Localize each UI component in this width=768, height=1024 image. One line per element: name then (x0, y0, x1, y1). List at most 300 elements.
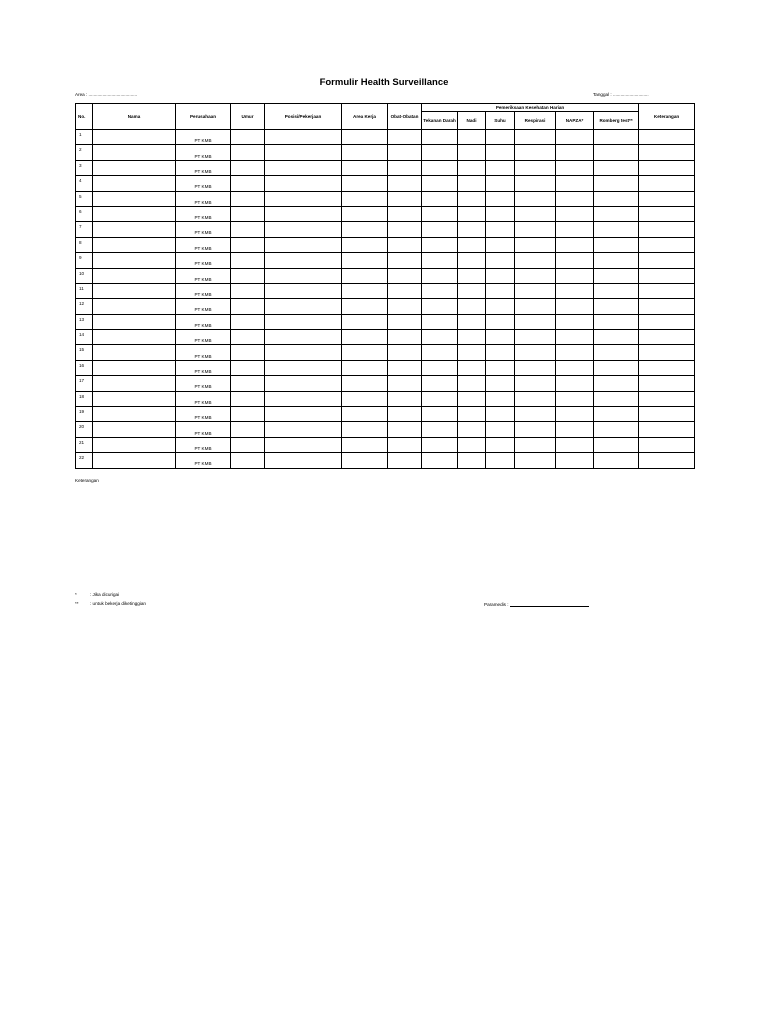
entry-cell[interactable] (422, 437, 458, 452)
entry-cell[interactable] (458, 299, 486, 314)
entry-cell[interactable] (639, 130, 695, 145)
entry-cell[interactable] (388, 191, 422, 206)
entry-cell[interactable] (93, 206, 176, 221)
entry-cell[interactable] (422, 330, 458, 345)
entry-cell[interactable] (458, 160, 486, 175)
company-cell: PT KMB (176, 407, 231, 422)
entry-cell[interactable] (388, 330, 422, 345)
entry-cell[interactable] (422, 299, 458, 314)
entry-cell[interactable] (231, 360, 265, 375)
entry-cell[interactable] (458, 407, 486, 422)
entry-cell[interactable] (486, 253, 515, 268)
entry-cell[interactable] (639, 453, 695, 468)
table-row (76, 268, 695, 283)
row-number: 19 (76, 407, 93, 422)
entry-cell[interactable] (342, 222, 388, 237)
entry-cell[interactable] (342, 130, 388, 145)
header-group-pemeriksaan: Pemeriksaan Kesehatan Harian (422, 104, 639, 112)
entry-cell[interactable] (515, 391, 556, 406)
entry-cell[interactable] (458, 437, 486, 452)
entry-cell[interactable] (458, 206, 486, 221)
entry-cell[interactable] (388, 130, 422, 145)
entry-cell[interactable] (639, 145, 695, 160)
entry-cell[interactable] (458, 176, 486, 191)
table-row (76, 222, 695, 237)
entry-cell[interactable] (594, 345, 639, 360)
entry-cell[interactable] (231, 422, 265, 437)
entry-cell[interactable] (458, 360, 486, 375)
entry-cell[interactable] (231, 176, 265, 191)
entry-cell[interactable] (265, 391, 342, 406)
table-row (76, 345, 695, 360)
entry-cell[interactable] (458, 222, 486, 237)
entry-cell[interactable] (231, 299, 265, 314)
entry-cell[interactable] (342, 422, 388, 437)
entry-cell[interactable] (639, 407, 695, 422)
entry-cell[interactable] (265, 283, 342, 298)
entry-cell[interactable] (265, 376, 342, 391)
entry-cell[interactable] (639, 191, 695, 206)
entry-cell[interactable] (388, 176, 422, 191)
entry-cell[interactable] (639, 360, 695, 375)
entry-cell[interactable] (342, 253, 388, 268)
entry-cell[interactable] (342, 437, 388, 452)
entry-cell[interactable] (458, 237, 486, 252)
entry-cell[interactable] (231, 130, 265, 145)
entry-cell[interactable] (422, 253, 458, 268)
entry-cell[interactable] (231, 237, 265, 252)
entry-cell[interactable] (458, 268, 486, 283)
entry-cell[interactable] (265, 206, 342, 221)
entry-cell[interactable] (342, 330, 388, 345)
entry-cell[interactable] (515, 191, 556, 206)
entry-cell[interactable] (265, 268, 342, 283)
table-row (76, 176, 695, 191)
entry-cell[interactable] (486, 237, 515, 252)
entry-cell[interactable] (515, 407, 556, 422)
entry-cell[interactable] (422, 283, 458, 298)
entry-cell[interactable] (93, 345, 176, 360)
entry-cell[interactable] (556, 453, 594, 468)
entry-cell[interactable] (556, 360, 594, 375)
entry-cell[interactable] (422, 130, 458, 145)
entry-cell[interactable] (93, 422, 176, 437)
entry-cell[interactable] (388, 206, 422, 221)
entry-cell[interactable] (231, 437, 265, 452)
entry-cell[interactable] (388, 283, 422, 298)
entry-cell[interactable] (556, 191, 594, 206)
entry-cell[interactable] (388, 222, 422, 237)
entry-cell[interactable] (342, 191, 388, 206)
entry-cell[interactable] (515, 176, 556, 191)
entry-cell[interactable] (594, 407, 639, 422)
entry-cell[interactable] (93, 268, 176, 283)
entry-cell[interactable] (639, 299, 695, 314)
entry-cell[interactable] (265, 160, 342, 175)
entry-cell[interactable] (265, 330, 342, 345)
entry-cell[interactable] (594, 176, 639, 191)
entry-cell[interactable] (515, 145, 556, 160)
entry-cell[interactable] (265, 407, 342, 422)
entry-cell[interactable] (422, 191, 458, 206)
entry-cell[interactable] (388, 253, 422, 268)
entry-cell[interactable] (422, 453, 458, 468)
entry-cell[interactable] (486, 283, 515, 298)
entry-cell[interactable] (556, 268, 594, 283)
entry-cell[interactable] (515, 253, 556, 268)
entry-cell[interactable] (388, 160, 422, 175)
entry-cell[interactable] (556, 283, 594, 298)
entry-cell[interactable] (515, 330, 556, 345)
entry-cell[interactable] (458, 422, 486, 437)
entry-cell[interactable] (265, 237, 342, 252)
entry-cell[interactable] (93, 314, 176, 329)
table-row (76, 130, 695, 145)
entry-cell[interactable] (556, 160, 594, 175)
entry-cell[interactable] (265, 360, 342, 375)
entry-cell[interactable] (594, 453, 639, 468)
company-cell: PT KMB (176, 130, 231, 145)
entry-cell[interactable] (515, 437, 556, 452)
entry-cell[interactable] (342, 314, 388, 329)
entry-cell[interactable] (515, 160, 556, 175)
entry-cell[interactable] (458, 130, 486, 145)
entry-cell[interactable] (265, 453, 342, 468)
entry-cell[interactable] (486, 391, 515, 406)
entry-cell[interactable] (639, 253, 695, 268)
table-row (76, 299, 695, 314)
entry-cell[interactable] (422, 391, 458, 406)
entry-cell[interactable] (458, 330, 486, 345)
row-number: 22 (76, 453, 93, 468)
entry-cell[interactable] (515, 237, 556, 252)
entry-cell[interactable] (458, 314, 486, 329)
entry-cell[interactable] (515, 130, 556, 145)
entry-cell[interactable] (594, 268, 639, 283)
entry-cell[interactable] (342, 376, 388, 391)
entry-cell[interactable] (515, 422, 556, 437)
entry-cell[interactable] (231, 345, 265, 360)
entry-cell[interactable] (594, 206, 639, 221)
entry-cell[interactable] (231, 206, 265, 221)
entry-cell[interactable] (486, 206, 515, 221)
entry-cell[interactable] (93, 283, 176, 298)
company-cell: PT KMB (176, 268, 231, 283)
table-row (76, 437, 695, 452)
entry-cell[interactable] (556, 222, 594, 237)
paramedis-signature (484, 601, 589, 607)
entry-cell[interactable] (231, 145, 265, 160)
entry-cell[interactable] (594, 160, 639, 175)
entry-cell[interactable] (388, 407, 422, 422)
entry-cell[interactable] (639, 376, 695, 391)
entry-cell[interactable] (594, 330, 639, 345)
table-row (76, 314, 695, 329)
entry-cell[interactable] (388, 453, 422, 468)
entry-cell[interactable] (486, 130, 515, 145)
entry-cell[interactable] (422, 160, 458, 175)
entry-cell[interactable] (486, 191, 515, 206)
entry-cell[interactable] (342, 407, 388, 422)
entry-cell[interactable] (486, 330, 515, 345)
table-row (76, 253, 695, 268)
entry-cell[interactable] (639, 345, 695, 360)
company-cell: PT KMB (176, 360, 231, 375)
entry-cell[interactable] (639, 422, 695, 437)
entry-cell[interactable] (458, 253, 486, 268)
entry-cell[interactable] (388, 345, 422, 360)
entry-cell[interactable] (556, 391, 594, 406)
table-row (76, 283, 695, 298)
entry-cell[interactable] (515, 222, 556, 237)
entry-cell[interactable] (265, 191, 342, 206)
entry-cell[interactable] (556, 145, 594, 160)
entry-cell[interactable] (422, 268, 458, 283)
entry-cell[interactable] (342, 345, 388, 360)
entry-cell[interactable] (93, 191, 176, 206)
row-number: 16 (76, 360, 93, 375)
entry-cell[interactable] (515, 376, 556, 391)
entry-cell[interactable] (486, 360, 515, 375)
entry-cell[interactable] (594, 376, 639, 391)
entry-cell[interactable] (231, 330, 265, 345)
entry-cell[interactable] (594, 283, 639, 298)
entry-cell[interactable] (458, 283, 486, 298)
entry-cell[interactable] (265, 345, 342, 360)
table-row (76, 160, 695, 175)
company-cell: PT KMB (176, 176, 231, 191)
entry-cell[interactable] (594, 237, 639, 252)
row-number: 12 (76, 299, 93, 314)
entry-cell[interactable] (93, 453, 176, 468)
entry-cell[interactable] (458, 191, 486, 206)
header-obat: Obat-Obatan (388, 104, 422, 130)
entry-cell[interactable] (486, 160, 515, 175)
table-row (76, 391, 695, 406)
entry-cell[interactable] (458, 453, 486, 468)
entry-cell[interactable] (93, 160, 176, 175)
entry-cell[interactable] (486, 222, 515, 237)
entry-cell[interactable] (594, 253, 639, 268)
entry-cell[interactable] (93, 176, 176, 191)
row-number: 21 (76, 437, 93, 452)
table-row (76, 360, 695, 375)
entry-cell[interactable] (556, 330, 594, 345)
entry-cell[interactable] (93, 237, 176, 252)
entry-cell[interactable] (594, 130, 639, 145)
entry-cell[interactable] (515, 268, 556, 283)
entry-cell[interactable] (422, 237, 458, 252)
entry-cell[interactable] (594, 191, 639, 206)
entry-cell[interactable] (594, 222, 639, 237)
entry-cell[interactable] (486, 376, 515, 391)
entry-cell[interactable] (458, 391, 486, 406)
entry-cell[interactable] (486, 176, 515, 191)
entry-cell[interactable] (231, 283, 265, 298)
entry-cell[interactable] (422, 206, 458, 221)
company-cell: PT KMB (176, 206, 231, 221)
entry-cell[interactable] (556, 237, 594, 252)
entry-cell[interactable] (639, 437, 695, 452)
entry-cell[interactable] (422, 422, 458, 437)
entry-cell[interactable] (556, 345, 594, 360)
entry-cell[interactable] (594, 314, 639, 329)
entry-cell[interactable] (388, 422, 422, 437)
entry-cell[interactable] (342, 176, 388, 191)
entry-cell[interactable] (342, 206, 388, 221)
entry-cell[interactable] (265, 176, 342, 191)
entry-cell[interactable] (342, 299, 388, 314)
entry-cell[interactable] (265, 253, 342, 268)
entry-cell[interactable] (594, 360, 639, 375)
entry-cell[interactable] (231, 314, 265, 329)
entry-cell[interactable] (342, 283, 388, 298)
entry-cell[interactable] (556, 130, 594, 145)
entry-cell[interactable] (594, 422, 639, 437)
entry-cell[interactable] (486, 453, 515, 468)
entry-cell[interactable] (265, 130, 342, 145)
entry-cell[interactable] (388, 237, 422, 252)
company-cell: PT KMB (176, 437, 231, 452)
header-respirasi: Respirasi (515, 112, 556, 130)
entry-cell[interactable] (422, 360, 458, 375)
entry-cell[interactable] (639, 237, 695, 252)
entry-cell[interactable] (639, 160, 695, 175)
entry-cell[interactable] (556, 437, 594, 452)
entry-cell[interactable] (93, 299, 176, 314)
entry-cell[interactable] (515, 453, 556, 468)
entry-cell[interactable] (515, 314, 556, 329)
entry-cell[interactable] (388, 314, 422, 329)
entry-cell[interactable] (265, 422, 342, 437)
signature-line[interactable] (510, 601, 589, 607)
entry-cell[interactable] (556, 376, 594, 391)
entry-cell[interactable] (486, 345, 515, 360)
company-cell: PT KMB (176, 145, 231, 160)
entry-cell[interactable] (422, 376, 458, 391)
entry-cell[interactable] (388, 376, 422, 391)
entry-cell[interactable] (422, 407, 458, 422)
entry-cell[interactable] (458, 145, 486, 160)
entry-cell[interactable] (342, 360, 388, 375)
entry-cell[interactable] (639, 314, 695, 329)
entry-cell[interactable] (486, 422, 515, 437)
entry-cell[interactable] (639, 176, 695, 191)
entry-cell[interactable] (342, 237, 388, 252)
entry-cell[interactable] (515, 283, 556, 298)
entry-cell[interactable] (556, 176, 594, 191)
entry-cell[interactable] (639, 391, 695, 406)
entry-cell[interactable] (458, 345, 486, 360)
entry-cell[interactable] (231, 160, 265, 175)
entry-cell[interactable] (594, 299, 639, 314)
entry-cell[interactable] (93, 330, 176, 345)
entry-cell[interactable] (422, 145, 458, 160)
row-number: 10 (76, 268, 93, 283)
header-no: No. (76, 104, 93, 130)
entry-cell[interactable] (639, 206, 695, 221)
entry-cell[interactable] (639, 268, 695, 283)
entry-cell[interactable] (422, 314, 458, 329)
entry-cell[interactable] (231, 253, 265, 268)
row-number: 1 (76, 130, 93, 145)
entry-cell[interactable] (342, 268, 388, 283)
entry-cell[interactable] (93, 253, 176, 268)
entry-cell[interactable] (486, 299, 515, 314)
entry-cell[interactable] (265, 222, 342, 237)
entry-cell[interactable] (556, 206, 594, 221)
entry-cell[interactable] (231, 268, 265, 283)
entry-cell[interactable] (515, 299, 556, 314)
entry-cell[interactable] (342, 453, 388, 468)
entry-cell[interactable] (93, 360, 176, 375)
entry-cell[interactable] (388, 268, 422, 283)
entry-cell[interactable] (93, 145, 176, 160)
entry-cell[interactable] (93, 407, 176, 422)
entry-cell[interactable] (265, 145, 342, 160)
entry-cell[interactable] (342, 145, 388, 160)
entry-cell[interactable] (556, 314, 594, 329)
row-number: 5 (76, 191, 93, 206)
entry-cell[interactable] (486, 145, 515, 160)
entry-cell[interactable] (388, 145, 422, 160)
entry-cell[interactable] (639, 283, 695, 298)
entry-cell[interactable] (458, 376, 486, 391)
entry-cell[interactable] (594, 391, 639, 406)
entry-cell[interactable] (388, 360, 422, 375)
entry-cell[interactable] (388, 391, 422, 406)
entry-cell[interactable] (93, 376, 176, 391)
entry-cell[interactable] (231, 407, 265, 422)
entry-cell[interactable] (556, 299, 594, 314)
entry-cell[interactable] (422, 222, 458, 237)
entry-cell[interactable] (93, 222, 176, 237)
entry-cell[interactable] (342, 391, 388, 406)
entry-cell[interactable] (486, 268, 515, 283)
entry-cell[interactable] (93, 437, 176, 452)
entry-cell[interactable] (342, 160, 388, 175)
entry-cell[interactable] (639, 222, 695, 237)
entry-cell[interactable] (231, 391, 265, 406)
entry-cell[interactable] (93, 130, 176, 145)
entry-cell[interactable] (556, 407, 594, 422)
entry-cell[interactable] (265, 437, 342, 452)
entry-cell[interactable] (556, 253, 594, 268)
entry-cell[interactable] (639, 330, 695, 345)
entry-cell[interactable] (265, 299, 342, 314)
entry-cell[interactable] (231, 191, 265, 206)
entry-cell[interactable] (515, 360, 556, 375)
entry-cell[interactable] (422, 176, 458, 191)
entry-cell[interactable] (388, 437, 422, 452)
entry-cell[interactable] (422, 345, 458, 360)
entry-cell[interactable] (231, 376, 265, 391)
entry-cell[interactable] (231, 453, 265, 468)
entry-cell[interactable] (594, 145, 639, 160)
entry-cell[interactable] (388, 299, 422, 314)
entry-cell[interactable] (486, 437, 515, 452)
entry-cell[interactable] (515, 345, 556, 360)
entry-cell[interactable] (93, 391, 176, 406)
entry-cell[interactable] (265, 314, 342, 329)
entry-cell[interactable] (594, 437, 639, 452)
table-row (76, 206, 695, 221)
entry-cell[interactable] (231, 222, 265, 237)
entry-cell[interactable] (486, 314, 515, 329)
entry-cell[interactable] (486, 407, 515, 422)
entry-cell[interactable] (515, 206, 556, 221)
entry-cell[interactable] (556, 422, 594, 437)
